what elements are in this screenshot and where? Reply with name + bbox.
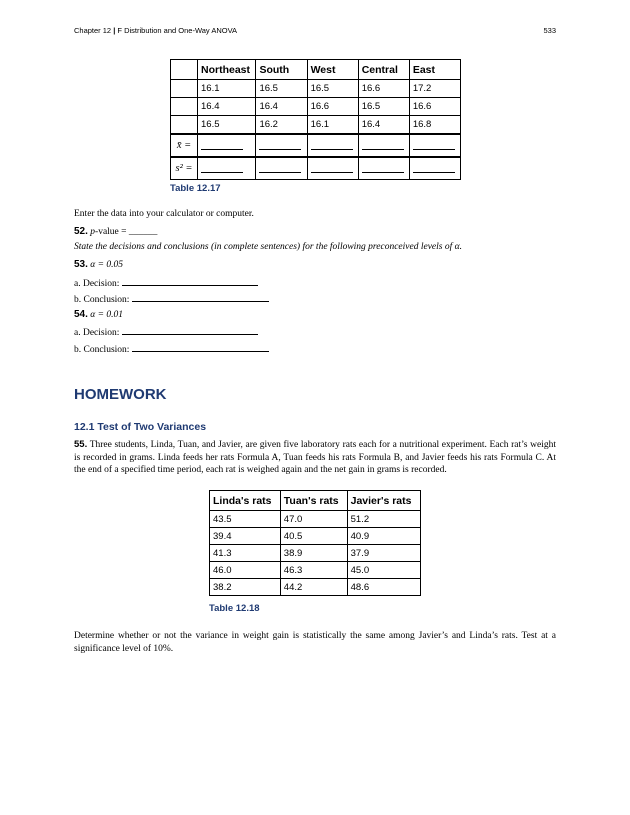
homework-heading: HOMEWORK — [74, 386, 167, 403]
blank-cell — [256, 157, 307, 180]
table-cell: 44.2 — [280, 579, 347, 596]
alpha-level: α = 0.05 — [90, 260, 124, 270]
conclusion-line — [74, 342, 269, 355]
answer-blank — [259, 162, 301, 173]
table-cell: 16.6 — [307, 98, 358, 116]
table-header-cell: Linda's rats — [210, 491, 281, 511]
table-row — [210, 528, 421, 545]
table-header-cell: South — [256, 60, 307, 80]
table-row — [171, 116, 461, 135]
alpha-level: α = 0.01 — [90, 310, 124, 320]
table-row — [210, 579, 421, 596]
page-header — [74, 26, 556, 35]
table-cell — [171, 116, 198, 135]
answer-blank — [132, 292, 269, 302]
answer-blank — [413, 139, 455, 150]
answer-blank — [259, 139, 301, 150]
table-cell: 16.1 — [307, 116, 358, 135]
blank-cell — [307, 134, 358, 157]
blank-cell — [409, 157, 460, 180]
table-cell: 46.0 — [210, 562, 281, 579]
table-cell: 16.2 — [256, 116, 307, 135]
table-header-cell: East — [409, 60, 460, 80]
table-row — [171, 80, 461, 98]
question-52 — [74, 226, 157, 237]
answer-blank — [413, 162, 455, 173]
table-cell: 46.3 — [280, 562, 347, 579]
table-cell: 16.1 — [198, 80, 256, 98]
table-cell: 51.2 — [347, 511, 420, 528]
answer-blank — [122, 276, 258, 286]
conclusion-line — [74, 292, 269, 305]
table-cell: 16.5 — [307, 80, 358, 98]
p-symbol: p — [90, 227, 96, 237]
table-cell — [171, 80, 198, 98]
table-cell: 47.0 — [280, 511, 347, 528]
question-number: 52. — [74, 226, 88, 237]
decision-label: a. Decision: — [74, 328, 120, 338]
question-text: Three students, Linda, Tuan, and Javier, are given five laboratory rats each for a nutritional experiment. Each rat’s weight is recorded in grams. Linda feeds her rats Formula A, Tuan feeds his rats Formula B, and Javier feeds his rats Formula C. At the end of a specified time period, each rat is weighed again and the net gain in grams is recorded. — [74, 440, 556, 475]
table-cell — [171, 98, 198, 116]
table-header-cell: Javier's rats — [347, 491, 420, 511]
table-12-18 — [209, 490, 421, 596]
table-cell: 40.9 — [347, 528, 420, 545]
section-heading: 12.1 Test of Two Variances — [74, 421, 207, 433]
mean-row — [171, 134, 461, 157]
conclusion-label: b. Conclusion: — [74, 295, 130, 305]
decisions-instruction: State the decisions and conclusions (in complete sentences) for the following preconceived levels of α. — [74, 242, 462, 252]
table-cell: 16.4 — [358, 116, 409, 135]
answer-blank — [122, 325, 258, 335]
question-number: 54. — [74, 309, 88, 320]
table-cell: 16.5 — [198, 116, 256, 135]
question-54 — [74, 309, 123, 320]
table-cell: 39.4 — [210, 528, 281, 545]
decision-line — [74, 276, 258, 289]
question-number: 53. — [74, 259, 88, 270]
header-separator: | — [113, 26, 116, 35]
question-text: -value = ______ — [95, 227, 158, 237]
question-number: 55. — [74, 439, 88, 450]
blank-cell — [256, 134, 307, 157]
blank-cell — [409, 134, 460, 157]
table-cell: 17.2 — [409, 80, 460, 98]
variance-row — [171, 157, 461, 180]
table-header-cell — [171, 60, 198, 80]
question-53 — [74, 259, 123, 270]
table-cell: 45.0 — [347, 562, 420, 579]
table-cell: 16.8 — [409, 116, 460, 135]
blank-cell — [307, 157, 358, 180]
conclusion-label: b. Conclusion: — [74, 345, 130, 355]
table-cell: 40.5 — [280, 528, 347, 545]
page-number: 533 — [543, 26, 556, 35]
answer-blank — [311, 139, 353, 150]
answer-blank — [132, 342, 269, 352]
table-row — [171, 98, 461, 116]
table-cell: 41.3 — [210, 545, 281, 562]
table-12-17 — [170, 59, 461, 180]
answer-blank — [311, 162, 353, 173]
instructions-text: Enter the data into your calculator or computer. — [74, 209, 254, 219]
mean-label: x̄ = — [171, 134, 198, 157]
final-question: Determine whether or not the variance in weight gain is statistically the same among Javier’s and Linda’s rats. Test at a significance level of 10%. — [74, 631, 556, 654]
table-row — [210, 511, 421, 528]
table-cell: 48.6 — [347, 579, 420, 596]
decision-label: a. Decision: — [74, 279, 120, 289]
table-cell: 16.5 — [358, 98, 409, 116]
question-55 — [74, 439, 556, 477]
table-header-cell: Northeast — [198, 60, 256, 80]
table-row — [210, 562, 421, 579]
table-cell: 16.5 — [256, 80, 307, 98]
table-cell: 38.9 — [280, 545, 347, 562]
table-caption: Table 12.17 — [170, 183, 221, 194]
chapter-label: Chapter 12 — [74, 26, 112, 35]
table-cell: 16.6 — [409, 98, 460, 116]
answer-blank — [201, 162, 243, 173]
blank-cell — [198, 157, 256, 180]
variance-label: s² = — [171, 157, 198, 180]
decision-line — [74, 325, 258, 338]
table-cell: 38.2 — [210, 579, 281, 596]
table-header-cell: Tuan's rats — [280, 491, 347, 511]
table-cell: 16.6 — [358, 80, 409, 98]
table-header-row — [171, 60, 461, 80]
answer-blank — [362, 162, 404, 173]
table-caption: Table 12.18 — [209, 603, 260, 614]
blank-cell — [358, 134, 409, 157]
chapter-title: F Distribution and One-Way ANOVA — [117, 26, 238, 35]
blank-cell — [198, 134, 256, 157]
table-cell: 16.4 — [198, 98, 256, 116]
table-cell: 37.9 — [347, 545, 420, 562]
blank-cell — [358, 157, 409, 180]
answer-blank — [362, 139, 404, 150]
table-row — [210, 545, 421, 562]
table-header-cell: Central — [358, 60, 409, 80]
table-header-row — [210, 491, 421, 511]
table-cell: 43.5 — [210, 511, 281, 528]
table-header-cell: West — [307, 60, 358, 80]
table-cell: 16.4 — [256, 98, 307, 116]
answer-blank — [201, 139, 243, 150]
